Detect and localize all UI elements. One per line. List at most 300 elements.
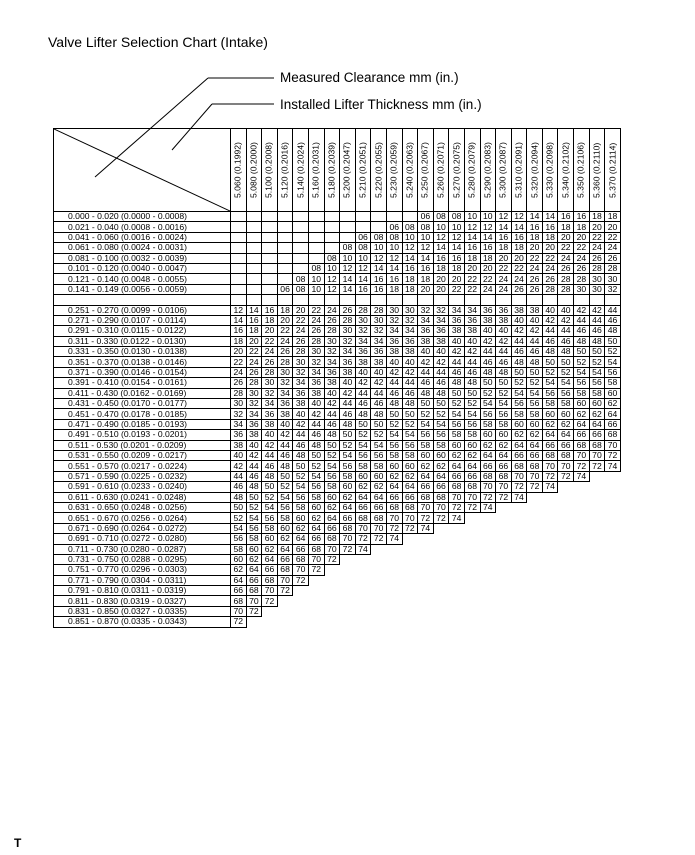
blank-cell xyxy=(589,492,605,502)
empty-cell xyxy=(324,222,340,232)
blank-cell xyxy=(527,544,543,554)
value-cell: 46 xyxy=(277,450,293,460)
blank-cell xyxy=(605,544,621,554)
value-cell: 40 xyxy=(496,326,512,336)
value-cell: 66 xyxy=(355,502,371,512)
value-cell: 36 xyxy=(231,430,247,440)
value-cell: 14 xyxy=(496,222,512,232)
value-cell: 54 xyxy=(355,440,371,450)
blank-cell xyxy=(449,534,465,544)
value-cell: 46 xyxy=(433,378,449,388)
blank-cell xyxy=(605,586,621,596)
row-label: 0.671 - 0.690 (0.0264 - 0.0272) xyxy=(54,523,231,533)
value-cell: 08 xyxy=(418,222,434,232)
value-cell: 50 xyxy=(527,367,543,377)
value-cell: 56 xyxy=(371,450,387,460)
value-cell: 68 xyxy=(480,471,496,481)
value-cell: 64 xyxy=(480,450,496,460)
value-cell: 48 xyxy=(402,399,418,409)
value-cell: 40 xyxy=(511,315,527,325)
value-cell: 22 xyxy=(527,253,543,263)
value-cell: 62 xyxy=(433,461,449,471)
value-cell: 36 xyxy=(386,336,402,346)
value-cell: 20 xyxy=(449,274,465,284)
value-cell: 42 xyxy=(418,357,434,367)
value-cell: 44 xyxy=(527,336,543,346)
value-cell: 58 xyxy=(449,430,465,440)
row-label: 0.411 - 0.430 (0.0162 - 0.0169) xyxy=(54,388,231,398)
value-cell: 74 xyxy=(355,544,371,554)
table-row xyxy=(54,554,621,564)
value-cell: 60 xyxy=(324,492,340,502)
value-cell: 30 xyxy=(386,305,402,315)
blank-cell xyxy=(433,575,449,585)
value-cell: 62 xyxy=(574,409,590,419)
value-cell: 06 xyxy=(355,232,371,242)
column-header-label: 5.180 (0.2039) xyxy=(326,142,337,198)
table-row xyxy=(54,222,621,232)
column-header-wrap xyxy=(527,129,542,211)
value-cell: 38 xyxy=(511,305,527,315)
value-cell: 42 xyxy=(542,315,558,325)
value-cell: 72 xyxy=(386,523,402,533)
row-label: 0.551 - 0.570 (0.0217 - 0.0224) xyxy=(54,461,231,471)
value-cell: 60 xyxy=(527,419,543,429)
value-cell: 22 xyxy=(589,232,605,242)
table-row xyxy=(54,315,621,325)
gap-cell xyxy=(308,295,324,305)
empty-cell xyxy=(371,222,387,232)
value-cell: 46 xyxy=(246,471,262,481)
value-cell: 56 xyxy=(558,388,574,398)
row-label: 0.511 - 0.530 (0.0201 - 0.0209) xyxy=(54,440,231,450)
empty-cell xyxy=(277,253,293,263)
blank-cell xyxy=(574,492,590,502)
value-cell: 32 xyxy=(355,326,371,336)
column-header-wrap xyxy=(481,129,496,211)
value-cell: 42 xyxy=(371,378,387,388)
value-cell: 54 xyxy=(542,378,558,388)
blank-cell xyxy=(605,471,621,481)
value-cell: 62 xyxy=(231,565,247,575)
value-cell: 44 xyxy=(324,409,340,419)
blank-cell xyxy=(589,586,605,596)
value-cell: 44 xyxy=(589,315,605,325)
value-cell: 64 xyxy=(371,492,387,502)
value-cell: 58 xyxy=(371,461,387,471)
value-cell: 54 xyxy=(262,502,278,512)
value-cell: 18 xyxy=(231,336,247,346)
value-cell: 50 xyxy=(308,450,324,460)
value-cell: 42 xyxy=(574,305,590,315)
blank-cell xyxy=(605,513,621,523)
empty-cell xyxy=(293,212,309,222)
value-cell: 20 xyxy=(262,326,278,336)
value-cell: 40 xyxy=(542,305,558,315)
value-cell: 16 xyxy=(542,222,558,232)
blank-cell xyxy=(558,544,574,554)
value-cell: 16 xyxy=(371,274,387,284)
value-cell: 32 xyxy=(262,388,278,398)
value-cell: 26 xyxy=(324,315,340,325)
value-cell: 12 xyxy=(231,305,247,315)
row-label: 0.651 - 0.670 (0.0256 - 0.0264) xyxy=(54,513,231,523)
blank-cell xyxy=(574,544,590,554)
blank-cell xyxy=(558,575,574,585)
column-header-label: 5.320 (0.2094) xyxy=(529,142,540,198)
value-cell: 64 xyxy=(293,534,309,544)
value-cell: 58 xyxy=(324,482,340,492)
value-cell: 12 xyxy=(418,243,434,253)
blank-cell xyxy=(324,575,340,585)
blank-cell xyxy=(496,554,512,564)
table-row xyxy=(54,357,621,367)
gap-cell xyxy=(277,295,293,305)
value-cell: 20 xyxy=(527,243,543,253)
value-cell: 48 xyxy=(386,399,402,409)
blank-cell xyxy=(605,554,621,564)
blank-cell xyxy=(480,523,496,533)
blank-cell xyxy=(277,617,293,627)
value-cell: 66 xyxy=(511,450,527,460)
empty-cell xyxy=(262,232,278,242)
value-cell: 06 xyxy=(277,284,293,294)
empty-cell xyxy=(231,263,247,273)
value-cell: 66 xyxy=(418,482,434,492)
empty-cell xyxy=(231,253,247,263)
value-cell: 54 xyxy=(277,492,293,502)
value-cell: 48 xyxy=(542,347,558,357)
value-cell: 58 xyxy=(496,419,512,429)
value-cell: 54 xyxy=(496,399,512,409)
value-cell: 34 xyxy=(433,315,449,325)
value-cell: 44 xyxy=(340,399,356,409)
value-cell: 52 xyxy=(324,450,340,460)
value-cell: 62 xyxy=(340,492,356,502)
value-cell: 18 xyxy=(433,263,449,273)
blank-cell xyxy=(386,554,402,564)
table-row xyxy=(54,274,621,284)
blank-cell xyxy=(402,617,418,627)
value-cell: 20 xyxy=(511,253,527,263)
value-cell: 18 xyxy=(480,253,496,263)
value-cell: 70 xyxy=(480,482,496,492)
blank-cell xyxy=(574,575,590,585)
column-header xyxy=(293,129,309,212)
value-cell: 08 xyxy=(293,274,309,284)
value-cell: 20 xyxy=(605,222,621,232)
value-cell: 36 xyxy=(293,388,309,398)
value-cell: 46 xyxy=(293,440,309,450)
value-cell: 34 xyxy=(308,367,324,377)
value-cell: 18 xyxy=(262,315,278,325)
blank-cell xyxy=(402,606,418,616)
value-cell: 42 xyxy=(262,440,278,450)
blank-cell xyxy=(558,523,574,533)
value-cell: 72 xyxy=(589,461,605,471)
value-cell: 18 xyxy=(589,212,605,222)
value-cell: 66 xyxy=(308,534,324,544)
value-cell: 46 xyxy=(371,399,387,409)
value-cell: 56 xyxy=(433,430,449,440)
column-header xyxy=(480,129,496,212)
value-cell: 22 xyxy=(262,336,278,346)
value-cell: 12 xyxy=(340,263,356,273)
value-cell: 62 xyxy=(386,471,402,481)
blank-cell xyxy=(340,586,356,596)
value-cell: 20 xyxy=(589,222,605,232)
value-cell: 24 xyxy=(589,243,605,253)
value-cell: 66 xyxy=(574,430,590,440)
value-cell: 44 xyxy=(355,388,371,398)
blank-cell xyxy=(527,606,543,616)
value-cell: 36 xyxy=(480,305,496,315)
value-cell: 54 xyxy=(527,388,543,398)
value-cell: 16 xyxy=(574,212,590,222)
value-cell: 10 xyxy=(308,274,324,284)
value-cell: 44 xyxy=(511,336,527,346)
gap-cell xyxy=(574,295,590,305)
value-cell: 08 xyxy=(355,243,371,253)
empty-cell xyxy=(231,212,247,222)
value-cell: 10 xyxy=(480,212,496,222)
value-cell: 66 xyxy=(464,471,480,481)
table-row xyxy=(54,461,621,471)
value-cell: 30 xyxy=(340,326,356,336)
value-cell: 50 xyxy=(605,336,621,346)
blank-cell xyxy=(542,523,558,533)
value-cell: 68 xyxy=(277,565,293,575)
blank-cell xyxy=(402,544,418,554)
column-header-wrap xyxy=(605,129,620,211)
value-cell: 32 xyxy=(308,357,324,367)
value-cell: 64 xyxy=(231,575,247,585)
value-cell: 70 xyxy=(433,502,449,512)
value-cell: 14 xyxy=(464,232,480,242)
value-cell: 16 xyxy=(402,263,418,273)
value-cell: 24 xyxy=(480,284,496,294)
table-row xyxy=(54,502,621,512)
blank-cell xyxy=(542,554,558,564)
value-cell: 22 xyxy=(574,243,590,253)
value-cell: 58 xyxy=(386,450,402,460)
value-cell: 10 xyxy=(324,263,340,273)
value-cell: 24 xyxy=(558,253,574,263)
value-cell: 44 xyxy=(605,305,621,315)
value-cell: 68 xyxy=(574,440,590,450)
value-cell: 72 xyxy=(433,513,449,523)
value-cell: 22 xyxy=(308,305,324,315)
value-cell: 68 xyxy=(355,513,371,523)
value-cell: 40 xyxy=(324,388,340,398)
value-cell: 70 xyxy=(574,450,590,460)
value-cell: 26 xyxy=(527,284,543,294)
column-header-wrap xyxy=(371,129,386,211)
value-cell: 72 xyxy=(246,606,262,616)
value-cell: 56 xyxy=(480,409,496,419)
blank-cell xyxy=(527,534,543,544)
value-cell: 40 xyxy=(386,357,402,367)
blank-cell xyxy=(371,586,387,596)
empty-cell xyxy=(231,232,247,242)
value-cell: 30 xyxy=(574,284,590,294)
row-label: 0.711 - 0.730 (0.0280 - 0.0287) xyxy=(54,544,231,554)
value-cell: 52 xyxy=(464,399,480,409)
value-cell: 68 xyxy=(542,450,558,460)
gap-cell xyxy=(402,295,418,305)
row-label: 0.831 - 0.850 (0.0327 - 0.0335) xyxy=(54,606,231,616)
value-cell: 42 xyxy=(511,326,527,336)
blank-cell xyxy=(574,565,590,575)
table-row xyxy=(54,440,621,450)
value-cell: 36 xyxy=(464,315,480,325)
blank-cell xyxy=(511,606,527,616)
value-cell: 70 xyxy=(449,492,465,502)
value-cell: 70 xyxy=(277,575,293,585)
blank-cell xyxy=(449,544,465,554)
value-cell: 70 xyxy=(511,471,527,481)
value-cell: 46 xyxy=(402,388,418,398)
blank-cell xyxy=(418,554,434,564)
empty-cell xyxy=(340,222,356,232)
blank-cell xyxy=(496,565,512,575)
value-cell: 10 xyxy=(355,253,371,263)
column-header-wrap xyxy=(262,129,277,211)
value-cell: 16 xyxy=(527,222,543,232)
value-cell: 16 xyxy=(464,243,480,253)
column-header xyxy=(449,129,465,212)
column-header xyxy=(542,129,558,212)
blank-cell xyxy=(605,492,621,502)
value-cell: 68 xyxy=(231,596,247,606)
value-cell: 10 xyxy=(371,243,387,253)
empty-cell xyxy=(386,212,402,222)
value-cell: 52 xyxy=(418,409,434,419)
value-cell: 18 xyxy=(574,222,590,232)
value-cell: 34 xyxy=(324,357,340,367)
blank-cell xyxy=(262,617,278,627)
value-cell: 10 xyxy=(308,284,324,294)
value-cell: 48 xyxy=(308,440,324,450)
value-cell: 40 xyxy=(355,367,371,377)
value-cell: 44 xyxy=(464,357,480,367)
value-cell: 26 xyxy=(589,253,605,263)
blank-cell xyxy=(496,617,512,627)
value-cell: 70 xyxy=(402,513,418,523)
empty-cell xyxy=(355,222,371,232)
table-row xyxy=(54,388,621,398)
value-cell: 64 xyxy=(277,544,293,554)
value-cell: 64 xyxy=(496,450,512,460)
blank-cell xyxy=(386,586,402,596)
gap-cell xyxy=(589,295,605,305)
value-cell: 48 xyxy=(324,430,340,440)
blank-cell xyxy=(293,586,309,596)
value-cell: 70 xyxy=(246,596,262,606)
value-cell: 58 xyxy=(464,430,480,440)
column-header-label: 5.360 (0.2110) xyxy=(591,142,602,198)
blank-cell xyxy=(433,565,449,575)
value-cell: 28 xyxy=(589,263,605,273)
blank-cell xyxy=(386,617,402,627)
value-cell: 40 xyxy=(246,440,262,450)
value-cell: 60 xyxy=(386,461,402,471)
value-cell: 16 xyxy=(231,326,247,336)
blank-cell xyxy=(574,606,590,616)
blank-cell xyxy=(496,586,512,596)
table-row xyxy=(54,212,621,222)
value-cell: 56 xyxy=(308,482,324,492)
blank-cell xyxy=(480,565,496,575)
value-cell: 66 xyxy=(542,440,558,450)
blank-cell xyxy=(371,617,387,627)
value-cell: 12 xyxy=(496,212,512,222)
value-cell: 12 xyxy=(355,263,371,273)
value-cell: 08 xyxy=(371,232,387,242)
blank-cell xyxy=(480,554,496,564)
value-cell: 52 xyxy=(355,430,371,440)
table-row xyxy=(54,399,621,409)
value-cell: 62 xyxy=(464,450,480,460)
value-cell: 64 xyxy=(402,482,418,492)
value-cell: 18 xyxy=(527,232,543,242)
blank-cell xyxy=(402,565,418,575)
blank-cell xyxy=(558,554,574,564)
value-cell: 62 xyxy=(418,461,434,471)
empty-cell xyxy=(277,232,293,242)
value-cell: 12 xyxy=(464,222,480,232)
value-cell: 16 xyxy=(558,212,574,222)
value-cell: 44 xyxy=(480,347,496,357)
value-cell: 50 xyxy=(589,347,605,357)
blank-cell xyxy=(402,586,418,596)
value-cell: 60 xyxy=(277,523,293,533)
empty-cell xyxy=(293,243,309,253)
value-cell: 50 xyxy=(418,399,434,409)
value-cell: 36 xyxy=(371,347,387,357)
value-cell: 42 xyxy=(449,347,465,357)
blank-cell xyxy=(293,606,309,616)
value-cell: 28 xyxy=(262,367,278,377)
value-cell: 48 xyxy=(246,482,262,492)
value-cell: 20 xyxy=(246,336,262,346)
value-cell: 58 xyxy=(262,523,278,533)
table-row xyxy=(54,586,621,596)
column-header xyxy=(262,129,278,212)
value-cell: 26 xyxy=(574,263,590,273)
row-label: 0.811 - 0.830 (0.0319 - 0.0327) xyxy=(54,596,231,606)
value-cell: 56 xyxy=(511,399,527,409)
value-cell: 40 xyxy=(464,336,480,346)
blank-cell xyxy=(558,492,574,502)
value-cell: 44 xyxy=(262,450,278,460)
value-cell: 52 xyxy=(542,367,558,377)
table-row xyxy=(54,419,621,429)
value-cell: 16 xyxy=(496,232,512,242)
row-label: 0.021 - 0.040 (0.0008 - 0.0016) xyxy=(54,222,231,232)
value-cell: 48 xyxy=(574,336,590,346)
value-cell: 38 xyxy=(262,419,278,429)
value-cell: 20 xyxy=(496,253,512,263)
blank-cell xyxy=(511,502,527,512)
value-cell: 30 xyxy=(402,305,418,315)
value-cell: 58 xyxy=(293,502,309,512)
value-cell: 40 xyxy=(402,357,418,367)
value-cell: 10 xyxy=(418,232,434,242)
value-cell: 52 xyxy=(480,388,496,398)
blank-cell xyxy=(605,606,621,616)
value-cell: 68 xyxy=(371,513,387,523)
